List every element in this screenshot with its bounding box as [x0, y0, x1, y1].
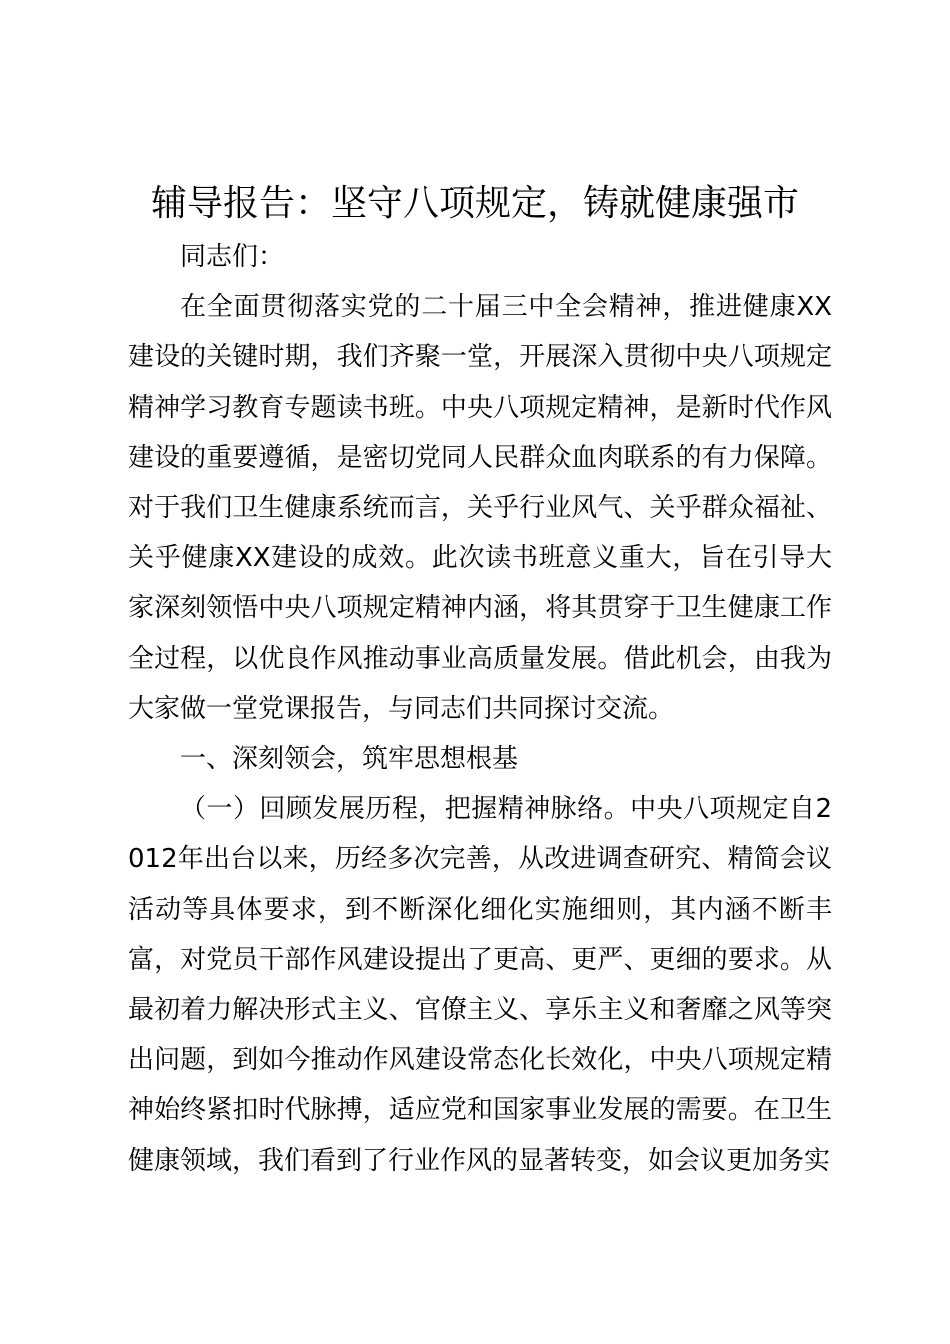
section-heading: 一、深刻领会，筑牢思想根基 — [180, 744, 519, 775]
document-body — [128, 232, 832, 1186]
paragraph-subsection: （一）回顾发展历程，把握精神脉络。中央八项规定自2012年出台以来，历经多次完善，从改进调查研究、精简会议活动等具体要求，到不断深化细化实施细则，其内涵不断丰富，对党员干部作风建设提出了更高、更严、更细的要求。从最初着力解决形式主义、官僚主义、享乐主义和奢靡之风等突出问题，到如今推动作风建设常态化长效化，中央八项规定精神始终紧扣时代脉搏，适应党和国家事业发展的需要。在卫生健康领域，我们看到了行业作风的显著转变，如会议更加务实 — [128, 794, 832, 1176]
salutation: 同志们： — [180, 242, 285, 272]
document-title: 辅导报告：坚守八项规定，铸就健康强市 — [150, 183, 799, 224]
paragraph-intro: 在全面贯彻落实党的二十届三中全会精神，推进健康XX建设的关键时期，我们齐聚一堂，开展深入贯彻中央八项规定精神学习教育专题读书班。中央八项规定精神，是新时代作风建设的重要遵循，是密切党同人民群众血肉联系的有力保障。对于我们卫生健康系统而言，关乎行业风气、关乎群众福祉、关乎健康XX建设的成效。此次读书班意义重大，旨在引导大家深刻领悟中央八项规定精神内涵，将其贯穿于卫生健康工作全过程，以优良作风推动事业高质量发展。借此机会，由我为大家做一堂党课报告，与同志们共同探讨交流。 — [128, 292, 832, 724]
